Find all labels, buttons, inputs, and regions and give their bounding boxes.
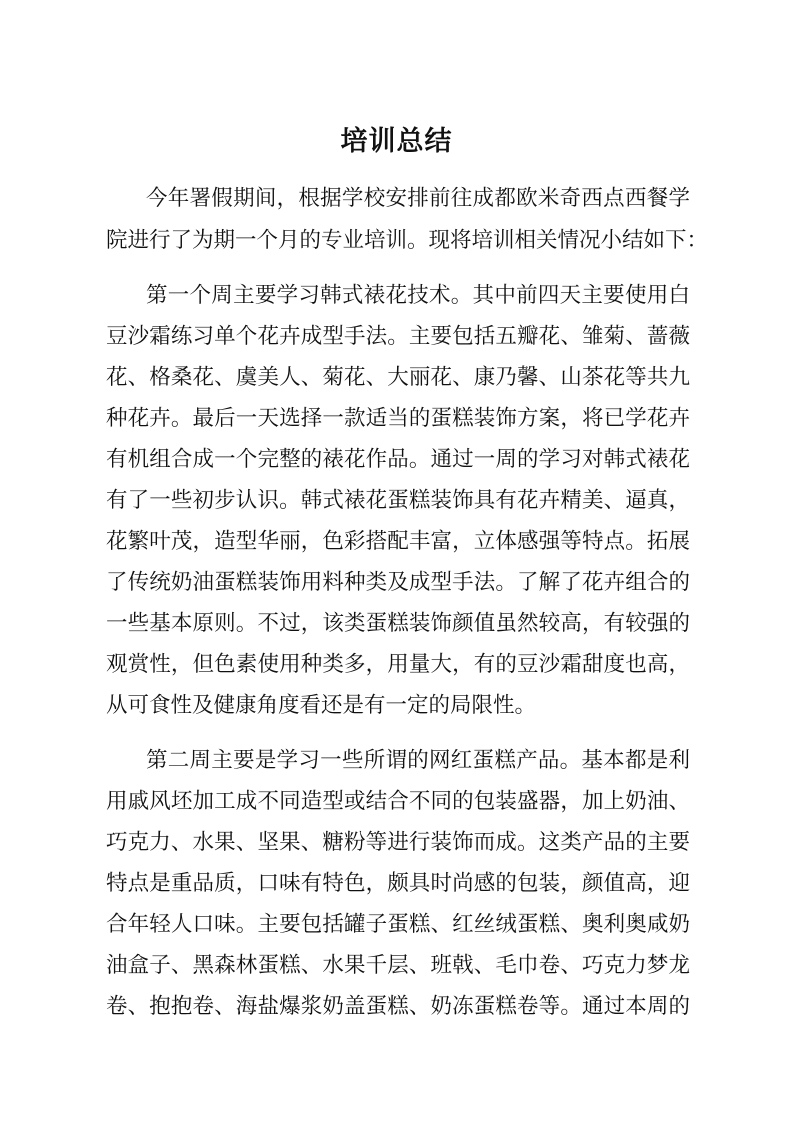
paragraph-2-line-7: 花繁叶茂，造型华丽，色彩搭配丰富，立体感强等特点。拓展 [106, 529, 690, 554]
paragraph-3-line-3: 巧克力、水果、坚果、糖粉等进行装饰而成。这类产品的主要 [106, 830, 690, 855]
paragraph-3-line-1: 第二周主要是学习一些所谓的网红蛋糕产品。基本都是利 [146, 748, 690, 773]
paragraph-2-line-9: 一些基本原则。不过，该类蛋糕装饰颜值虽然较高，有较强的 [106, 611, 690, 636]
paragraph-1-line-1: 今年署假期间，根据学校安排前往成都欧米奇西点西餐学 [146, 186, 690, 211]
paragraph-2-line-2: 豆沙霜练习单个花卉成型手法。主要包括五瓣花、雏菊、蔷薇 [106, 324, 690, 349]
paragraph-3-line-5: 合年轻人口味。主要包括罐子蛋糕、红丝绒蛋糕、奥利奥咸奶 [106, 912, 690, 937]
paragraph-2-line-11: 从可食性及健康角度看还是有一定的局限性。 [106, 693, 537, 718]
paragraph-2-line-4: 种花卉。最后一天选择一款适当的蛋糕装饰方案，将已学花卉 [106, 406, 690, 431]
paragraph-2-line-6: 有了一些初步认识。韩式裱花蛋糕装饰具有花卉精美、逼真， [106, 488, 690, 513]
paragraph-3-line-4: 特点是重品质，口味有特色，颇具时尚感的包装，颜值高，迎 [106, 871, 690, 896]
document-title: 培训总结 [340, 126, 453, 157]
paragraph-3-line-2: 用戚风坯加工成不同造型或结合不同的包装盛器，加上奶油、 [106, 789, 690, 814]
paragraph-2-line-1: 第一个周主要学习韩式裱花技术。其中前四天主要使用白 [146, 283, 690, 308]
paragraph-1-line-2: 院进行了为期一个月的专业培训。现将培训相关情况小结如下： [106, 228, 709, 253]
paragraph-2-line-3: 花、格桑花、虞美人、菊花、大丽花、康乃馨、山茶花等共九 [106, 365, 690, 390]
paragraph-2-line-10: 观赏性，但色素使用种类多，用量大，有的豆沙霜甜度也高， [106, 652, 690, 677]
paragraph-3-line-7: 卷、抱抱卷、海盐爆浆奶盖蛋糕、奶冻蛋糕卷等。通过本周的 [106, 994, 690, 1019]
paragraph-2-line-5: 有机组合成一个完整的裱花作品。通过一周的学习对韩式裱花 [106, 447, 690, 472]
paragraph-2-line-8: 了传统奶油蛋糕装饰用料种类及成型手法。了解了花卉组合的 [106, 570, 690, 595]
paragraph-3-line-6: 油盒子、黑森林蛋糕、水果千层、班戟、毛巾卷、巧克力梦龙 [106, 953, 690, 978]
